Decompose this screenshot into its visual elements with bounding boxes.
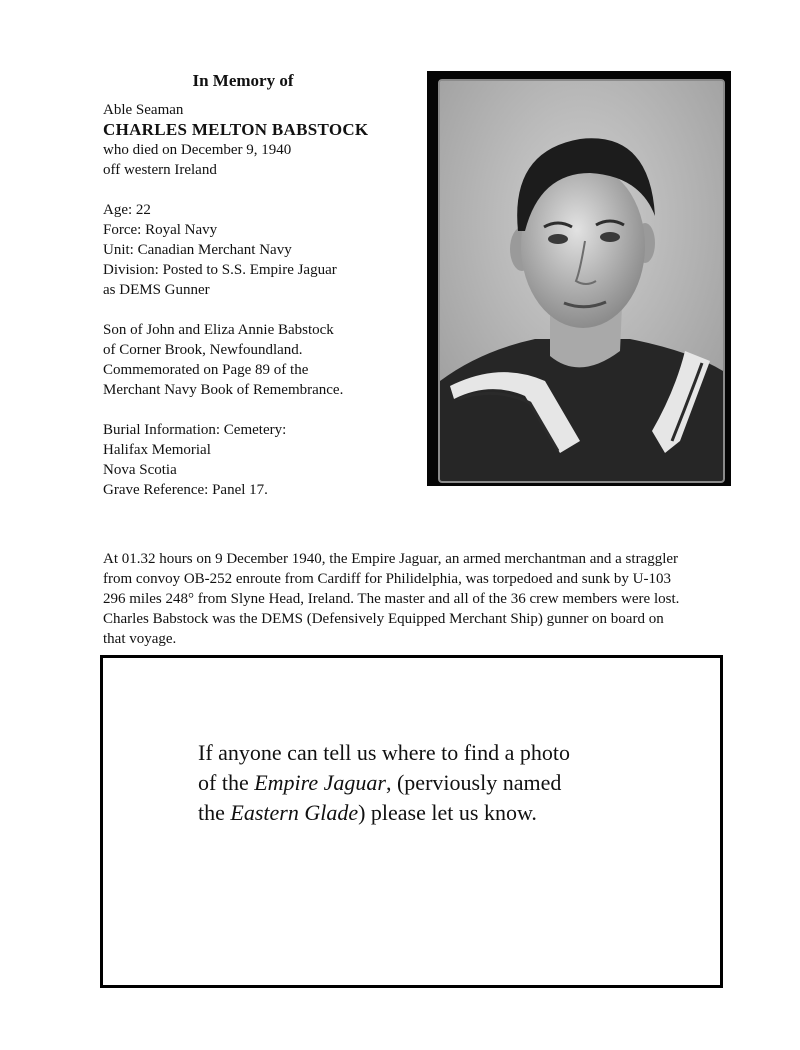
notice-line-3-pre: the xyxy=(198,800,231,825)
biography-block xyxy=(103,100,423,500)
narrative-line-2: from convoy OB-252 enroute from Cardiff for Philidelphia, was torpedoed and sunk by U-103 xyxy=(103,571,671,587)
date-of-death: who died on December 9, 1940 xyxy=(103,142,292,158)
division: Division: Posted to S.S. Empire Jaguar xyxy=(103,262,337,278)
commemoration-line-1: Commemorated on Page 89 of the xyxy=(103,362,309,378)
notice-line-3-post: ) please let us know. xyxy=(358,800,537,825)
photo-request-text xyxy=(198,738,658,828)
ship-name-empire-jaguar: Empire Jaguar xyxy=(254,770,386,795)
memorial-heading: In Memory of xyxy=(192,71,294,90)
notice-line-2-pre: of the xyxy=(198,770,255,795)
portrait-illustration xyxy=(440,81,723,481)
narrative-line-5: that voyage. xyxy=(103,631,177,647)
full-name: CHARLES MELTON BABSTOCK xyxy=(103,120,369,139)
force: Force: Royal Navy xyxy=(103,222,218,238)
role: as DEMS Gunner xyxy=(103,282,210,298)
notice-line-2-post: , (perviously named xyxy=(385,770,562,795)
narrative-line-4: Charles Babstock was the DEMS (Defensively Equipped Merchant Ship) gunner on board on xyxy=(103,611,664,627)
sailor-portrait xyxy=(438,79,725,483)
commemoration-line-2: Merchant Navy Book of Remembrance. xyxy=(103,382,344,398)
burial-line-2: Halifax Memorial xyxy=(103,442,211,458)
place-of-death: off western Ireland xyxy=(103,162,217,178)
notice-line-1: If anyone can tell us where to find a photo xyxy=(198,740,571,765)
burial-line-1: Burial Information: Cemetery: xyxy=(103,422,287,438)
portrait-frame xyxy=(427,71,731,486)
sinking-narrative xyxy=(103,549,753,649)
rank: Able Seaman xyxy=(103,102,184,118)
parents-line-1: Son of John and Eliza Annie Babstock xyxy=(103,322,334,338)
narrative-line-1: At 01.32 hours on 9 December 1940, the Empire Jaguar, an armed merchantman and a straggler xyxy=(103,551,679,567)
unit: Unit: Canadian Merchant Navy xyxy=(103,242,292,258)
burial-line-4: Grave Reference: Panel 17. xyxy=(103,482,268,498)
burial-line-3: Nova Scotia xyxy=(103,462,177,478)
narrative-line-3: 296 miles 248° from Slyne Head, Ireland. The master and all of the 36 crew members were lost. xyxy=(103,591,680,607)
notice-line-2 xyxy=(198,768,658,798)
parents-line-2: of Corner Brook, Newfoundland. xyxy=(103,342,303,358)
ship-name-eastern-glade: Eastern Glade xyxy=(230,800,359,825)
notice-line-3 xyxy=(198,798,658,828)
age: Age: 22 xyxy=(103,202,151,218)
photo-request-box xyxy=(100,655,723,988)
